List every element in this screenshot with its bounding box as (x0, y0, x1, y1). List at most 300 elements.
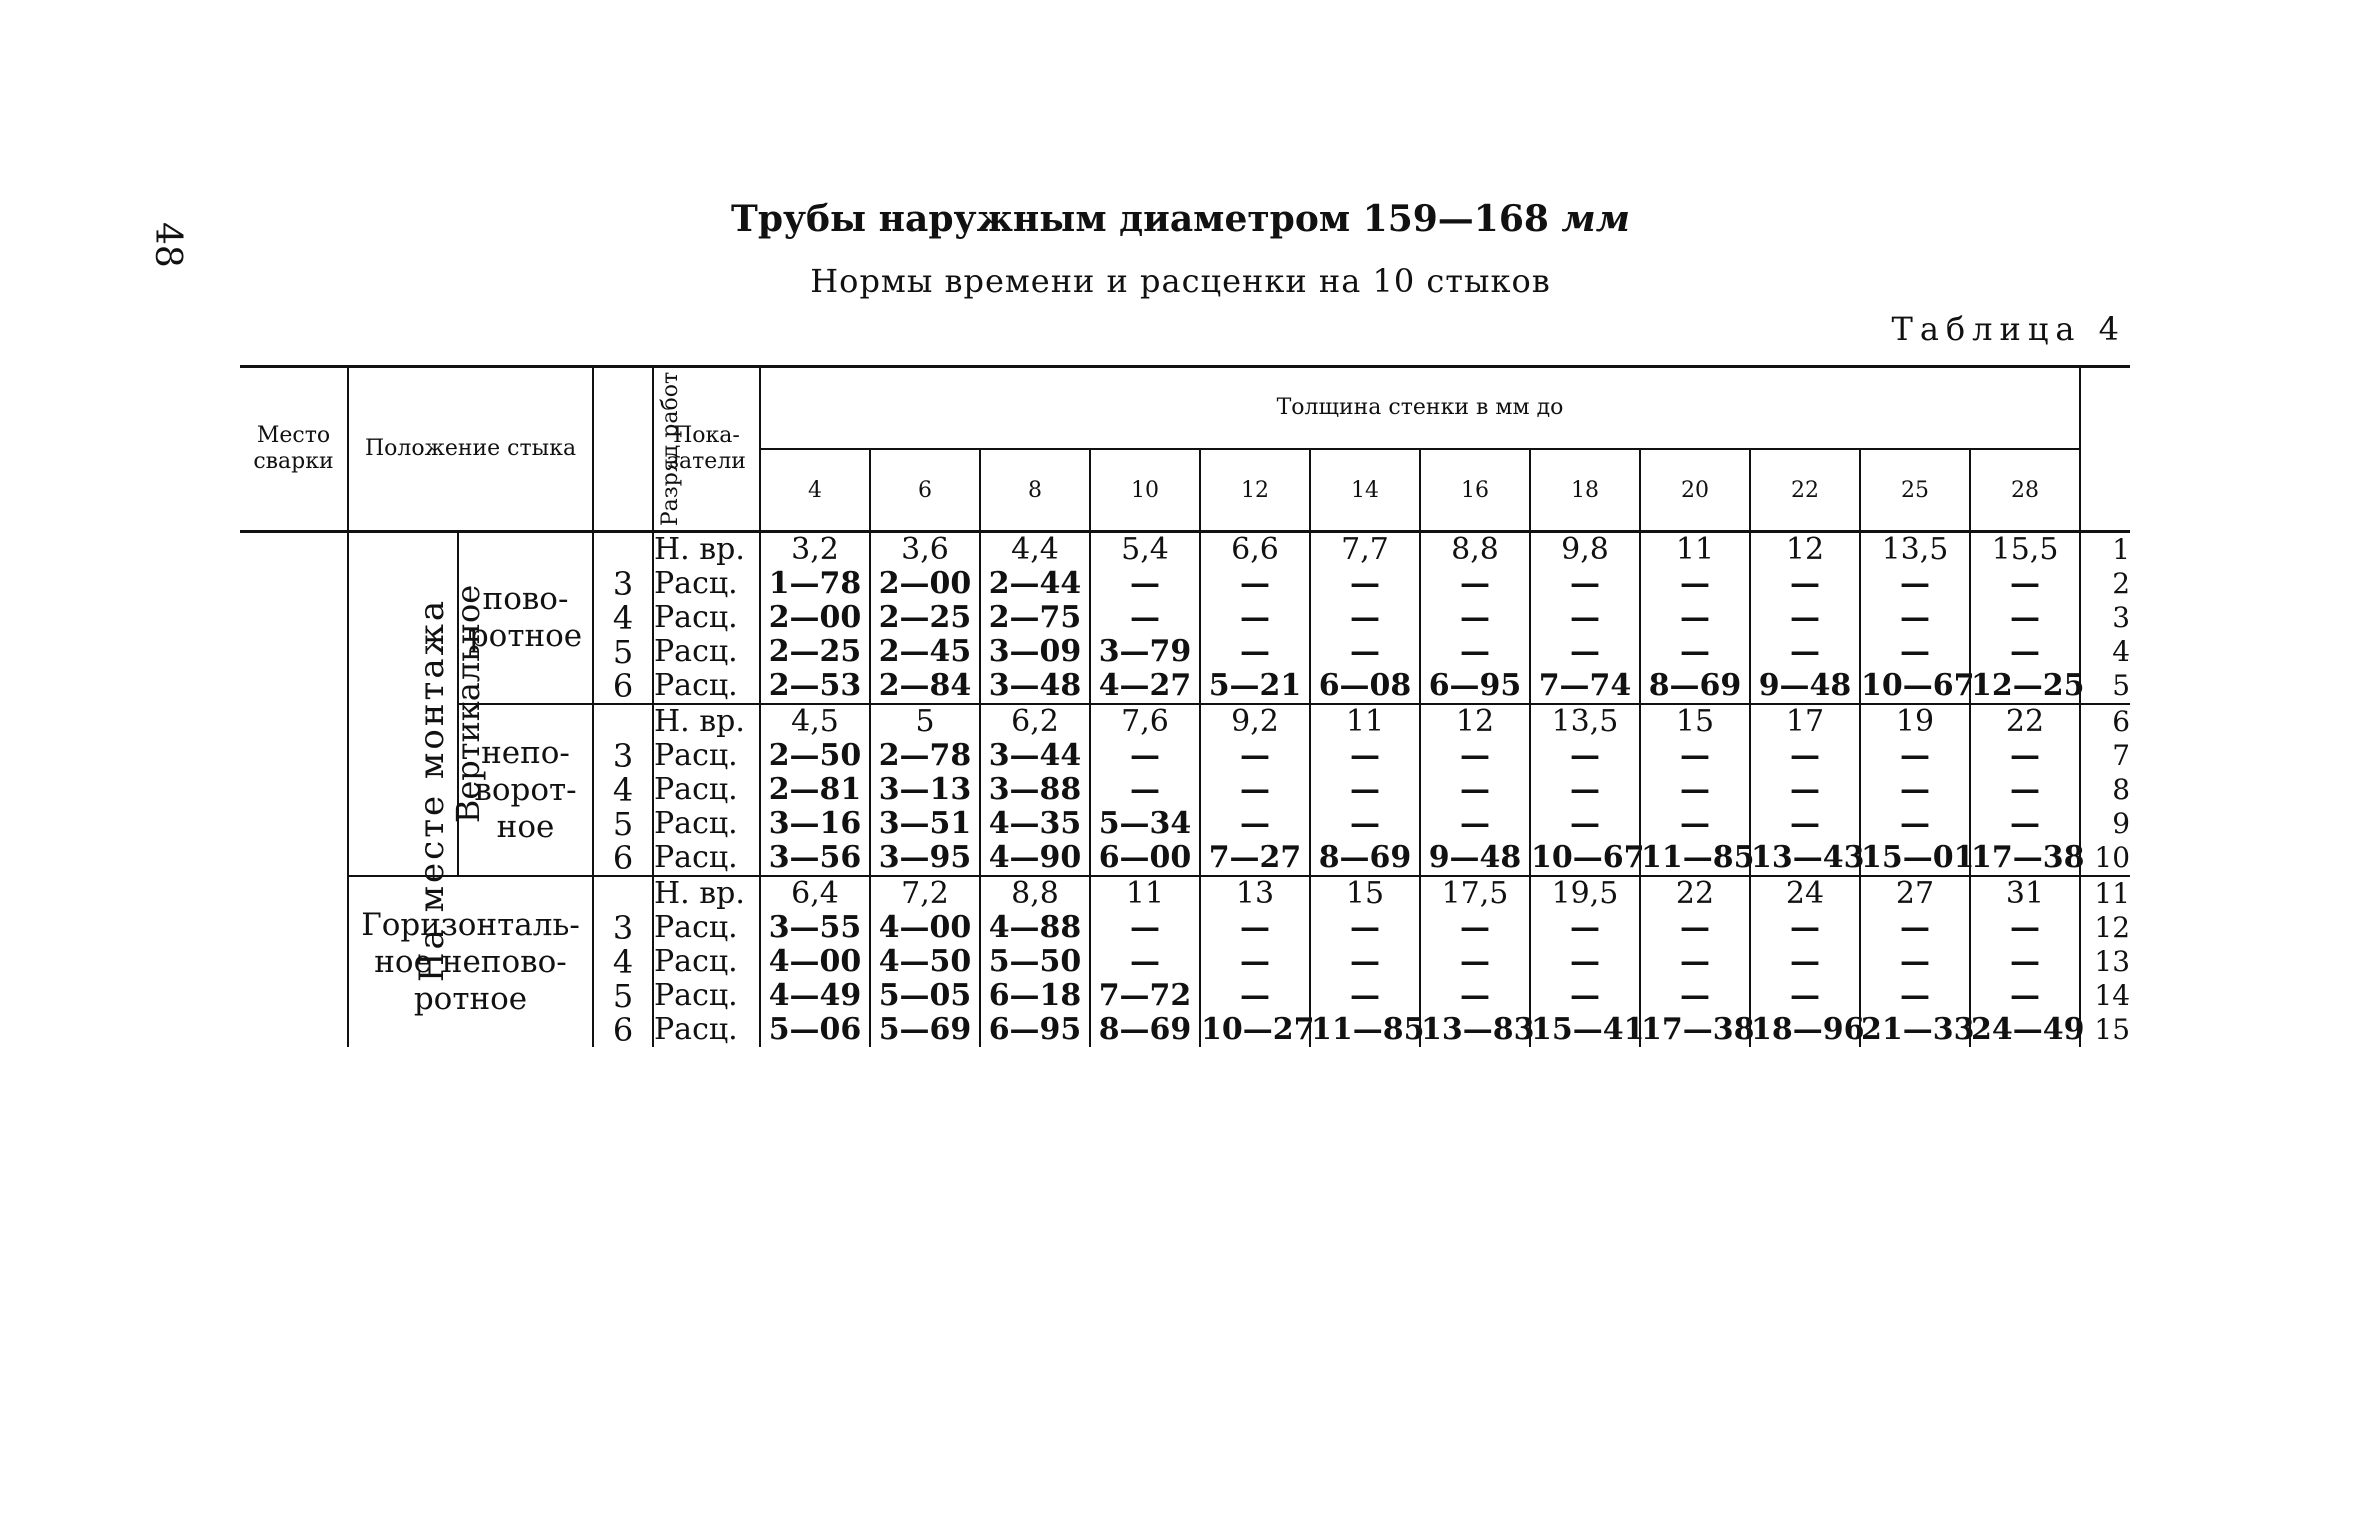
value: 2—50 (768, 738, 862, 773)
indicator-value: Расц. (654, 668, 738, 703)
grade-blank (594, 533, 652, 567)
value: — (1570, 944, 1600, 979)
value-cell (1200, 876, 1315, 1047)
thickness-header-cell: 18 (1530, 449, 1640, 532)
value-cell (870, 704, 980, 876)
value: 7—27 (1208, 840, 1302, 875)
value: — (1680, 806, 1710, 841)
grade-value: 3 (612, 565, 634, 603)
thickness-header-cell: 28 (1970, 449, 2080, 532)
value-cell (1420, 532, 1530, 705)
title-text: Трубы наружным диаметром 159—168 (731, 198, 1549, 240)
grade-value: 3 (612, 737, 634, 775)
value: 6—95 (988, 1012, 1082, 1047)
value: 12—25 (1971, 668, 2085, 703)
value: 13 (1235, 876, 1275, 911)
value: 3—48 (988, 668, 1082, 703)
value: 12 (1455, 704, 1495, 739)
value: 15 (1675, 704, 1715, 739)
value: — (1240, 944, 1270, 979)
grade-blank (594, 705, 652, 739)
value: 8—69 (1098, 1012, 1192, 1047)
value-cell (1860, 876, 1975, 1047)
thickness-header-cell: 14 (1310, 449, 1420, 532)
value: 6—00 (1098, 840, 1192, 875)
value: 3—44 (988, 738, 1082, 773)
table-row (240, 704, 2130, 876)
row-number: 8 (2112, 773, 2131, 806)
value: — (2010, 806, 2040, 841)
row-number: 4 (2112, 635, 2131, 668)
indicator-value: Расц. (654, 840, 738, 875)
value: 17—38 (1641, 1012, 1755, 1047)
value: — (1570, 738, 1600, 773)
value: — (1350, 806, 1380, 841)
value: 24 (1785, 876, 1825, 911)
value: 2—44 (988, 566, 1082, 601)
value: 12 (1785, 532, 1825, 567)
value: 6—08 (1318, 668, 1412, 703)
value: 7,7 (1341, 532, 1389, 567)
value: — (1570, 772, 1600, 807)
grade-value: 6 (612, 1011, 634, 1049)
value: — (2010, 634, 2040, 669)
value: 13,5 (1881, 532, 1949, 567)
value: — (1790, 978, 1820, 1013)
value: 7—72 (1098, 978, 1192, 1013)
value: — (1680, 738, 1710, 773)
value: — (1570, 978, 1600, 1013)
header-thickness: Толщина стенки в мм до (760, 367, 2080, 450)
value: — (1460, 978, 1490, 1013)
value: 3—95 (878, 840, 972, 875)
value: 6,6 (1231, 532, 1279, 567)
value: — (1900, 772, 1930, 807)
value: 18—96 (1751, 1012, 1865, 1047)
value: 15—01 (1861, 840, 1975, 875)
value: 5—34 (1098, 806, 1192, 841)
value: — (1130, 738, 1160, 773)
thickness-header-cell: 12 (1200, 449, 1310, 532)
value: 10—67 (1531, 840, 1645, 875)
row-number: 9 (2112, 807, 2131, 840)
value: 7,6 (1121, 704, 1169, 739)
value: 13,5 (1551, 704, 1619, 739)
value: 5—05 (878, 978, 972, 1013)
value: — (1130, 600, 1160, 635)
row-number: 6 (2112, 705, 2131, 738)
grade-cell (593, 876, 653, 1047)
value: 17 (1785, 704, 1825, 739)
value: — (1460, 566, 1490, 601)
value: 9,2 (1231, 704, 1279, 739)
value: 27 (1895, 876, 1935, 911)
value: — (1460, 600, 1490, 635)
value: — (1680, 600, 1710, 635)
value: 8,8 (1451, 532, 1499, 567)
place-cell (240, 532, 453, 1048)
value-cell (980, 876, 1090, 1047)
value: 19 (1895, 704, 1935, 739)
row-number: 3 (2112, 601, 2131, 634)
value-cell (870, 532, 980, 705)
row-number: 15 (2094, 1013, 2131, 1046)
value: 3—88 (988, 772, 1082, 807)
value-cell (1200, 532, 1310, 705)
value: 4—00 (768, 944, 862, 979)
position-cell (348, 876, 593, 1047)
value: 6,2 (1011, 704, 1059, 739)
value: 5 (915, 704, 935, 739)
row-number: 7 (2112, 739, 2131, 772)
value: — (1570, 910, 1600, 945)
value: — (1790, 634, 1820, 669)
value: — (1460, 772, 1490, 807)
indicator-value: Расц. (654, 600, 738, 635)
value: — (1570, 600, 1600, 635)
value: — (1680, 566, 1710, 601)
thickness-header-cell: 10 (1090, 449, 1200, 532)
row-number: 2 (2112, 567, 2131, 600)
value: — (1240, 634, 1270, 669)
value-cell (1090, 876, 1200, 1047)
position-line: ворот- (474, 771, 577, 808)
position-line: пово- (482, 581, 569, 617)
row-number-cell (2080, 532, 2130, 705)
value: — (1900, 634, 1930, 669)
value: — (1790, 806, 1820, 841)
indicator-value: Н. вр. (654, 704, 745, 739)
value: — (1460, 944, 1490, 979)
value-cell (1750, 532, 1860, 705)
value-cell (1530, 532, 1640, 705)
value: — (1680, 910, 1710, 945)
value: 5—21 (1208, 668, 1302, 703)
position-line: ротное (413, 980, 528, 1017)
value: — (2010, 944, 2040, 979)
value: 22 (1675, 876, 1715, 911)
thickness-header-cell: 6 (870, 449, 980, 532)
indicator-value: Расц. (654, 772, 738, 807)
value: — (1240, 600, 1270, 635)
value-cell (1200, 704, 1310, 876)
value: 3—55 (768, 910, 862, 945)
value: — (1790, 910, 1820, 945)
value: — (1350, 978, 1380, 1013)
value-cell (1420, 704, 1530, 876)
norms-table (240, 365, 2130, 1047)
value: — (1680, 978, 1710, 1013)
value: — (2010, 910, 2040, 945)
value: 8,8 (1011, 876, 1059, 911)
value: 2—81 (768, 772, 862, 807)
row-number: 13 (2094, 945, 2131, 978)
value: 6—95 (1428, 668, 1522, 703)
value: 7,2 (901, 876, 949, 911)
header-position: Положение стыка (348, 367, 593, 532)
value: — (1240, 978, 1270, 1013)
value: 2—25 (878, 600, 972, 635)
value: — (1790, 566, 1820, 601)
value: 11 (1125, 876, 1165, 911)
value: 10—27 (1201, 1012, 1315, 1047)
value: — (1350, 738, 1380, 773)
grade-value: 6 (612, 839, 634, 877)
position-line: Горизонталь- (361, 906, 580, 943)
value: 2—25 (768, 634, 862, 669)
table-row (240, 532, 2130, 705)
value: 5—06 (768, 1012, 862, 1047)
indicator-cell (653, 704, 760, 876)
value: — (2010, 566, 2040, 601)
value: — (2010, 772, 2040, 807)
value-cell (1090, 532, 1200, 705)
value-cell (1640, 532, 1750, 705)
value: 22 (2005, 704, 2045, 739)
value-cell (980, 704, 1090, 876)
value-cell (1750, 704, 1865, 876)
value: 2—78 (878, 738, 972, 773)
indicator-value: Расц. (654, 910, 738, 945)
value: — (1460, 806, 1490, 841)
value: 9,8 (1561, 532, 1609, 567)
indicator-cell (653, 876, 760, 1047)
value: — (2010, 978, 2040, 1013)
grade-value: 5 (612, 977, 634, 1015)
value: 11—85 (1641, 840, 1755, 875)
value: — (1900, 600, 1930, 635)
indicator-value: Н. вр. (654, 532, 745, 567)
value-cell (1860, 532, 1975, 705)
value: 2—45 (878, 634, 972, 669)
value: — (1570, 806, 1600, 841)
row-number: 10 (2094, 841, 2131, 874)
value: 4—27 (1098, 668, 1192, 703)
vertical-label: Вертикальное (449, 584, 488, 824)
header-grade: Разряд работ (593, 367, 653, 532)
value: 24—49 (1971, 1012, 2085, 1047)
value: — (1900, 910, 1930, 945)
value: — (2010, 600, 2040, 635)
value: — (1900, 978, 1930, 1013)
value: — (1680, 772, 1710, 807)
value: — (1900, 738, 1930, 773)
grade-value: 5 (612, 633, 634, 671)
value-cell (760, 704, 870, 876)
value: 19,5 (1551, 876, 1619, 911)
indicator-value: Расц. (654, 738, 738, 773)
value: — (2010, 738, 2040, 773)
table-row (240, 876, 2130, 1047)
indicator-cell (653, 532, 760, 705)
value: 3—09 (988, 634, 1082, 669)
grade-value: 3 (612, 909, 634, 947)
position-line: ротное (468, 618, 583, 654)
value: 2—00 (878, 566, 972, 601)
value: 3—13 (878, 772, 972, 807)
value: — (1350, 944, 1380, 979)
value: — (1350, 600, 1380, 635)
position-line: ное непово- (374, 943, 567, 980)
value: — (1240, 910, 1270, 945)
value: 3—79 (1098, 634, 1192, 669)
value: — (1570, 634, 1600, 669)
value: — (1790, 944, 1820, 979)
value: — (1240, 566, 1270, 601)
page-subtitle: Нормы времени и расценки на 10 стыков (810, 262, 1551, 300)
value: 3—51 (878, 806, 972, 841)
thickness-header-cell: 8 (980, 449, 1090, 532)
value: — (1900, 806, 1930, 841)
value-cell (980, 532, 1090, 705)
value: — (1130, 772, 1160, 807)
page-title (0, 198, 2361, 240)
row-number: 1 (2112, 533, 2131, 566)
value: — (1680, 944, 1710, 979)
value: 6—18 (988, 978, 1082, 1013)
value: — (1900, 566, 1930, 601)
value: 5,4 (1121, 532, 1169, 567)
row-number: 5 (2112, 669, 2131, 702)
value: — (1790, 600, 1820, 635)
value: 4,5 (791, 704, 839, 739)
value-cell (1640, 876, 1755, 1047)
indicator-value: Расц. (654, 634, 738, 669)
value-cell (1970, 704, 2085, 876)
row-number-cell (2080, 876, 2130, 1047)
value: 1—78 (768, 566, 862, 601)
value-cell (870, 876, 980, 1047)
value-cell (1310, 704, 1420, 876)
value: 15—41 (1531, 1012, 1645, 1047)
value: 2—84 (878, 668, 972, 703)
grade-cell (593, 704, 653, 876)
value: 8—69 (1648, 668, 1742, 703)
value: 4—90 (988, 840, 1082, 875)
value: 13—43 (1751, 840, 1865, 875)
value: 13—83 (1421, 1012, 1535, 1047)
thickness-header-cell: 4 (760, 449, 870, 532)
value: — (1240, 806, 1270, 841)
value-cell (1970, 876, 2085, 1047)
title-unit: мм (1561, 198, 1630, 240)
header-place: Место сварки (240, 367, 348, 532)
value: 3—56 (768, 840, 862, 875)
grade-value: 4 (612, 943, 634, 981)
value: 4—00 (878, 910, 972, 945)
value: 3—16 (768, 806, 862, 841)
value: 7—74 (1538, 668, 1632, 703)
value: 3,2 (791, 532, 839, 567)
value: 2—75 (988, 600, 1082, 635)
value: — (1240, 772, 1270, 807)
value: — (1130, 944, 1160, 979)
indicator-value: Расц. (654, 806, 738, 841)
value: 5—50 (988, 944, 1082, 979)
row-number: 12 (2094, 911, 2131, 944)
value-cell (1310, 532, 1420, 705)
value: — (1130, 566, 1160, 601)
position-line: ное (496, 808, 555, 845)
value: 4—35 (988, 806, 1082, 841)
thickness-header-cell: 22 (1750, 449, 1860, 532)
value: 9—48 (1758, 668, 1852, 703)
header-indicators: Пока-затели (653, 367, 760, 532)
indicator-value: Расц. (654, 566, 738, 601)
value: 9—48 (1428, 840, 1522, 875)
position-line: непо- (481, 734, 570, 771)
indicator-value: Расц. (654, 944, 738, 979)
value-cell (1860, 704, 1975, 876)
value: 10—67 (1861, 668, 1975, 703)
value-cell (760, 532, 870, 705)
value: 4—88 (988, 910, 1082, 945)
row-number: 11 (2094, 877, 2131, 910)
value: 11 (1675, 532, 1715, 567)
value-cell (1090, 704, 1200, 876)
value: — (1570, 566, 1600, 601)
thickness-header-cell: 20 (1640, 449, 1750, 532)
thickness-header-cell: 25 (1860, 449, 1970, 532)
value: — (1240, 738, 1270, 773)
value: — (1900, 944, 1930, 979)
value: 21—33 (1861, 1012, 1975, 1047)
value: 6,4 (791, 876, 839, 911)
value: — (1130, 910, 1160, 945)
indicator-value: Н. вр. (654, 876, 745, 911)
value: 3,6 (901, 532, 949, 567)
value: 17—38 (1971, 840, 2085, 875)
value-cell (1530, 704, 1645, 876)
value: 4,4 (1011, 532, 1059, 567)
value: 11—85 (1311, 1012, 1425, 1047)
grade-cell (593, 532, 653, 705)
grade-value: 4 (612, 599, 634, 637)
value: 15,5 (1991, 532, 2059, 567)
value: 5—69 (878, 1012, 972, 1047)
indicator-value: Расц. (654, 1012, 738, 1047)
grade-value: 6 (612, 667, 634, 705)
value: 4—50 (878, 944, 972, 979)
value-cell (1970, 532, 2085, 705)
value: — (1790, 738, 1820, 773)
page-number: 48 (147, 222, 188, 268)
value: 8—69 (1318, 840, 1412, 875)
value: 4—49 (768, 978, 862, 1013)
row-number: 14 (2094, 979, 2131, 1012)
value: — (1680, 634, 1710, 669)
value: — (1350, 910, 1380, 945)
value: — (1460, 634, 1490, 669)
value-cell (760, 876, 870, 1047)
value: 17,5 (1441, 876, 1509, 911)
row-number-cell (2080, 704, 2130, 876)
value-cell (1750, 876, 1865, 1047)
indicator-value: Расц. (654, 978, 738, 1013)
value-cell (1640, 704, 1755, 876)
value: 11 (1345, 704, 1385, 739)
value: — (1350, 772, 1380, 807)
value: 15 (1345, 876, 1385, 911)
value-cell (1530, 876, 1645, 1047)
value: — (1460, 910, 1490, 945)
value: — (1790, 772, 1820, 807)
grade-blank (594, 877, 652, 911)
value: — (1350, 634, 1380, 669)
value: 2—53 (768, 668, 862, 703)
table-label: Таблица 4 (1891, 310, 2126, 348)
value-cell (1420, 876, 1535, 1047)
